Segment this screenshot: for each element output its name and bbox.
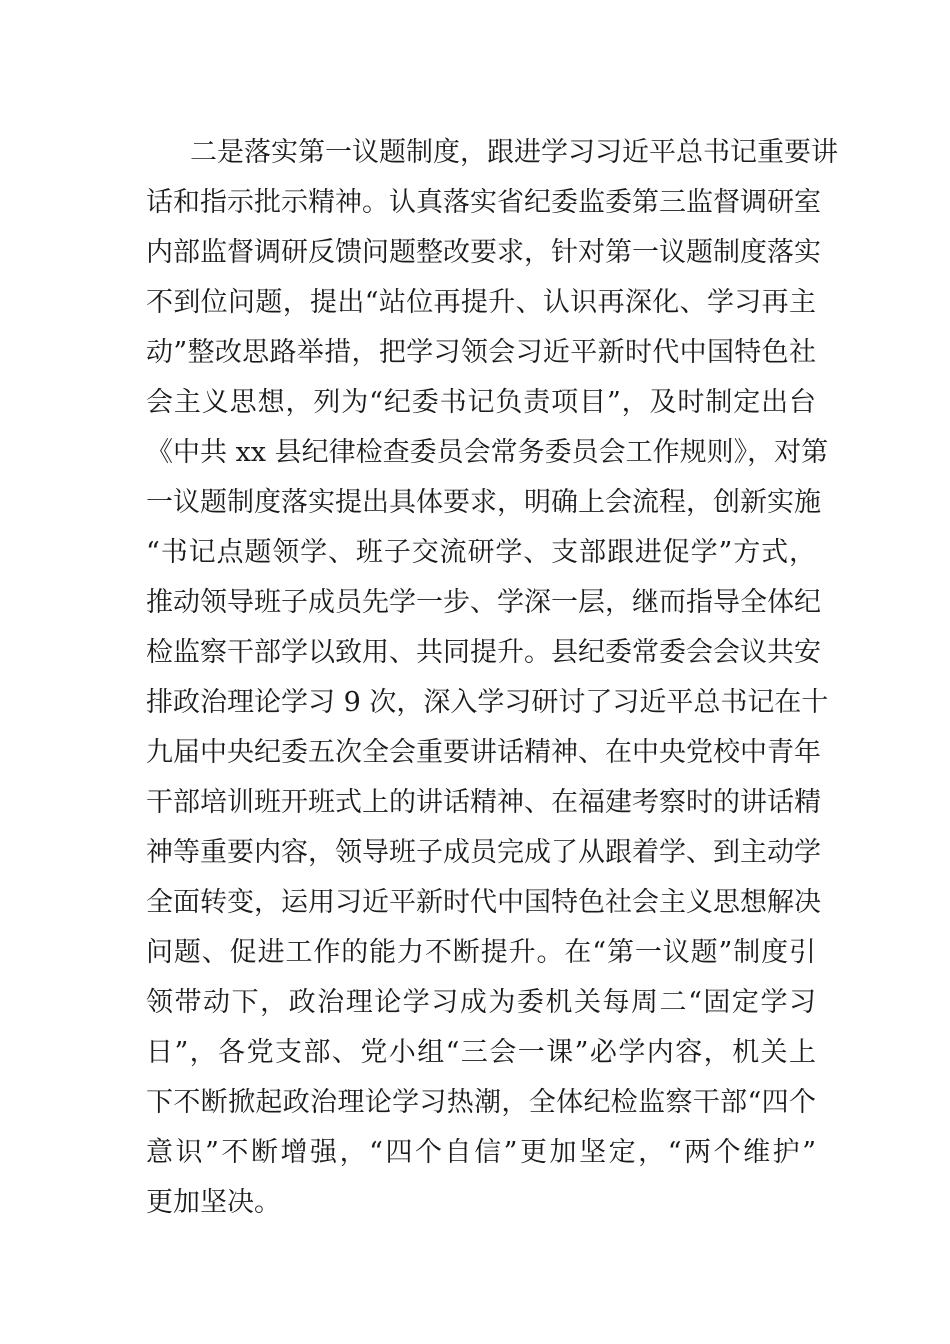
paragraph-line: 神等重要内容，领导班子成员完成了从跟着学、到主动学 bbox=[146, 837, 821, 868]
paragraph-line: 动”整改思路举措，把学习领会习近平新时代中国特色社 bbox=[146, 337, 816, 368]
paragraph-line: 排政治理论学习 9 次，深入学习研讨了习近平总书记在十 bbox=[146, 687, 829, 718]
paragraph-line: 检监察干部学以致用、共同提升。县纪委常委会会议共安 bbox=[146, 637, 821, 668]
paragraph-line: 推动领导班子成员先学一步、学深一层，继而指导全体纪 bbox=[146, 587, 821, 618]
paragraph bbox=[146, 128, 838, 1228]
paragraph-line: 不到位问题，提出“站位再提升、认识再深化、学习再主 bbox=[146, 287, 816, 318]
paragraph-line: 更加坚决。 bbox=[146, 1187, 281, 1218]
paragraph-line: 意识”不断增强，“四个自信”更加坚定，“两个维护” bbox=[146, 1137, 816, 1168]
paragraph-line: 二是落实第一议题制度，跟进学习习近平总书记重要讲 bbox=[190, 137, 838, 168]
paragraph-line: 一议题制度落实提出具体要求，明确上会流程，创新实施 bbox=[146, 487, 821, 518]
paragraph-line: 内部监督调研反馈问题整改要求，针对第一议题制度落实 bbox=[146, 237, 821, 268]
paragraph-line: 问题、促进工作的能力不断提升。在“第一议题”制度引 bbox=[146, 937, 816, 968]
paragraph-line: 日”，各党支部、党小组“三会一课”必学内容，机关上 bbox=[146, 1037, 816, 1068]
paragraph-line: 会主义思想，列为“纪委书记负责项目”，及时制定出台 bbox=[146, 387, 816, 418]
paragraph-line: “书记点题领学、班子交流研学、支部跟进促学”方式， bbox=[146, 537, 816, 568]
paragraph-line: 《中共 xx 县纪律检查委员会常务委员会工作规则》，对第 bbox=[146, 437, 829, 468]
paragraph-line: 领带动下，政治理论学习成为委机关每周二“固定学习 bbox=[146, 987, 816, 1018]
paragraph-line: 九届中央纪委五次全会重要讲话精神、在中央党校中青年 bbox=[146, 737, 821, 768]
paragraph-line: 干部培训班开班式上的讲话精神、在福建考察时的讲话精 bbox=[146, 787, 821, 818]
paragraph-line: 话和指示批示精神。认真落实省纪委监委第三监督调研室 bbox=[146, 187, 821, 218]
paragraph-line: 全面转变，运用习近平新时代中国特色社会主义思想解决 bbox=[146, 887, 821, 918]
paragraph-line: 下不断掀起政治理论学习热潮，全体纪检监察干部“四个 bbox=[146, 1087, 816, 1118]
